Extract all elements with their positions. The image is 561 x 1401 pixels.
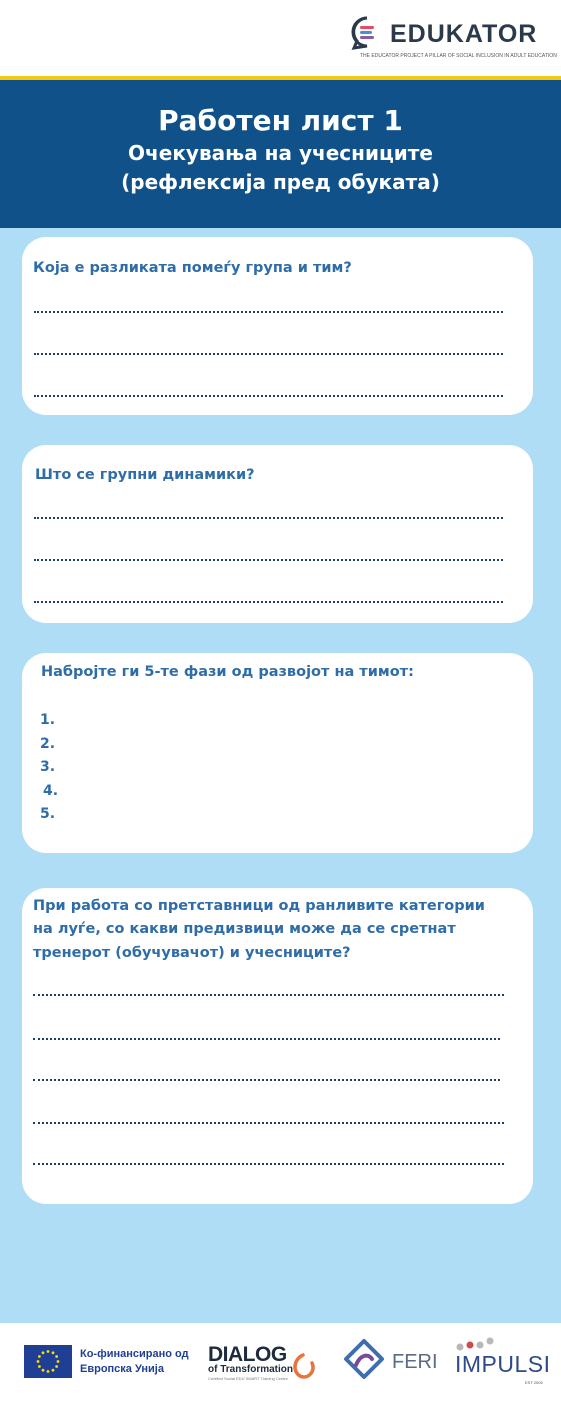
question-card-4 [22, 888, 533, 1204]
eu-text-line-2: Европска Унија [80, 1363, 164, 1375]
question-1: Која е разликата помеѓу група и тим? [33, 260, 352, 276]
title-band [0, 80, 561, 228]
swirl-icon [288, 1351, 318, 1381]
eu-text-line-1: Ко-финансирано од [80, 1348, 189, 1360]
answer-line[interactable] [33, 1038, 500, 1040]
list-item[interactable]: 4. [43, 782, 59, 799]
answer-line[interactable] [34, 311, 503, 313]
dialog-logo [208, 1343, 318, 1383]
dialog-small-text: Certified Social EDU SMART Training Centre [208, 1376, 288, 1381]
impulsi-name: IMPULSI [455, 1351, 551, 1377]
list-item[interactable]: 2. [40, 735, 56, 752]
dialog-subtitle: of Transformation [208, 1364, 294, 1375]
list-item[interactable]: 1. [40, 712, 56, 728]
page-title: Работен лист 1 [158, 104, 403, 137]
answer-line[interactable] [34, 517, 503, 519]
question-2: Што се групни динамики? [35, 467, 255, 483]
edukator-logo [350, 14, 557, 64]
feri-name: FERI [392, 1351, 438, 1373]
phase-list [40, 709, 58, 827]
speech-bubble-icon [350, 16, 384, 50]
page-header [0, 0, 561, 78]
impulsi-logo [455, 1337, 551, 1392]
list-item[interactable]: 5. [40, 806, 56, 822]
impulsi-small-text: EST 2005 [525, 1380, 543, 1385]
answer-line[interactable] [33, 1122, 504, 1124]
dialog-name: DIALOG [208, 1343, 287, 1366]
logo-tagline: THE EDUCATOR PROJECT A PILLAR OF SOCIAL INCLUSION IN ADULT EDUCATION [360, 53, 557, 59]
answer-line[interactable] [34, 559, 503, 561]
question-card-1 [22, 237, 533, 415]
question-4-line-1: При работа со претставници од ранливите категории [33, 898, 485, 914]
question-card-3 [22, 653, 533, 853]
answer-line[interactable] [33, 994, 504, 996]
answer-line[interactable] [34, 353, 503, 355]
page-subtitle-note: (рефлексија пред обуката) [121, 170, 440, 194]
question-card-2 [22, 445, 533, 623]
eu-cofunding-label [80, 1347, 189, 1377]
partner-footer [0, 1323, 561, 1401]
logo-text: EDUKATOR [390, 20, 538, 48]
list-item[interactable]: 3. [40, 759, 56, 775]
answer-line[interactable] [34, 601, 503, 603]
feri-arrow-icon [340, 1337, 388, 1387]
answer-line[interactable] [34, 395, 503, 397]
page-subtitle: Очекувања на учесниците [128, 141, 433, 165]
feri-logo [340, 1337, 438, 1387]
question-4-line-3: тренерот (обучувачот) и учесниците? [33, 945, 351, 961]
eu-flag-icon [24, 1345, 72, 1378]
question-4-line-2: на луѓе, со какви предизвици може да се сретнат [33, 921, 456, 937]
answer-line[interactable] [33, 1079, 500, 1081]
question-3: Набројте ги 5-те фази од развојот на тимот: [41, 664, 414, 680]
answer-line[interactable] [33, 1163, 504, 1165]
